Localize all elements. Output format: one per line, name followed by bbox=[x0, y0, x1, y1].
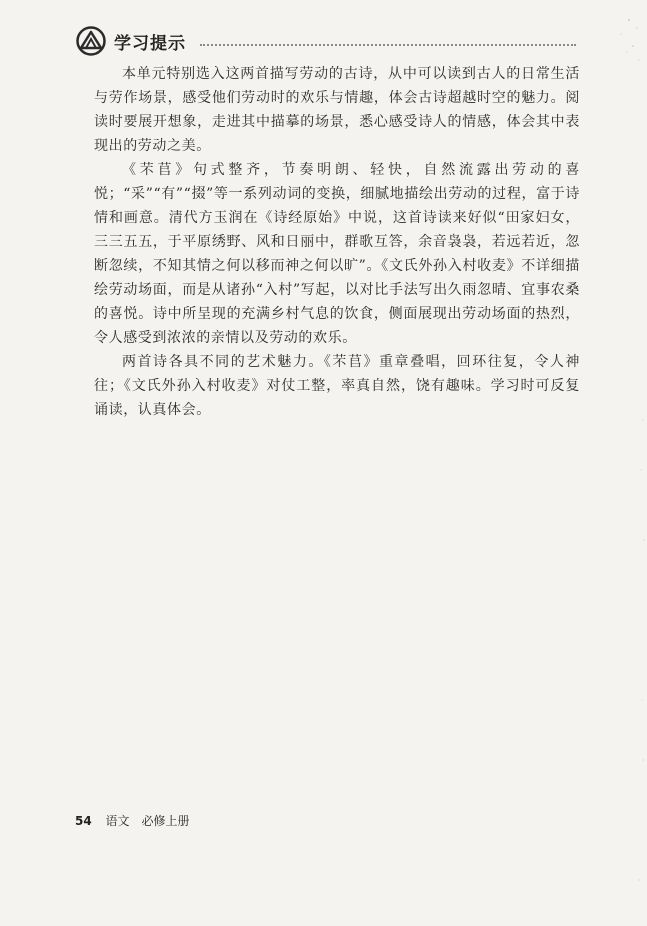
paragraph-2: 《芣苢》句式整齐，节奏明朗、轻快，自然流露出劳动的喜悦；“采”“有”“掇”等一系列动词的变换，细腻地描绘出劳动的过程，富于诗情和画意。清代方玉润在《诗经原始》中说，这首诗读来好似“田家妇女，三三五五，于平原绣野、风和日丽中，群歌互答，余音袅袅，若远若近，忽断忽续，不知其情之何以移而神之何以旷”。《文氏外孙入村收麦》不详细描绘劳动场面，而是从诸孙“入村”写起，以对比手法写出久雨忽晴、宜事农桑的喜悦。诗中所呈现的充满乡村气息的饮食，侧面展现出劳动场面的热烈，令人感受到浓浓的亲情以及劳动的欢乐。 bbox=[94, 162, 580, 346]
section-title: 学习提示 bbox=[114, 33, 186, 54]
body-text bbox=[94, 62, 580, 422]
page-footer bbox=[75, 812, 190, 829]
paragraph-3: 两首诗各具不同的艺术魅力。《芣苢》重章叠唱，回环往复，令人神往；《文氏外孙入村收麦》对仗工整，率真自然，饶有趣味。学习时可反复诵读，认真体会。 bbox=[94, 354, 580, 418]
section-header bbox=[76, 24, 576, 58]
section-logo-icon bbox=[76, 26, 106, 56]
page-number: 54 bbox=[75, 814, 92, 828]
book-title: 语文 必修上册 bbox=[105, 814, 190, 828]
paragraph-1: 本单元特别选入这两首描写劳动的古诗，从中可以读到古人的日常生活与劳作场景，感受他们劳动时的欢乐与情趣，体会古诗超越时空的魅力。阅读时要展开想象，走进其中描摹的场景，悉心感受诗人的情感，体会其中表现出的劳动之美。 bbox=[94, 66, 580, 154]
scan-edge-texture bbox=[599, 0, 647, 926]
dotted-rule bbox=[200, 43, 576, 46]
